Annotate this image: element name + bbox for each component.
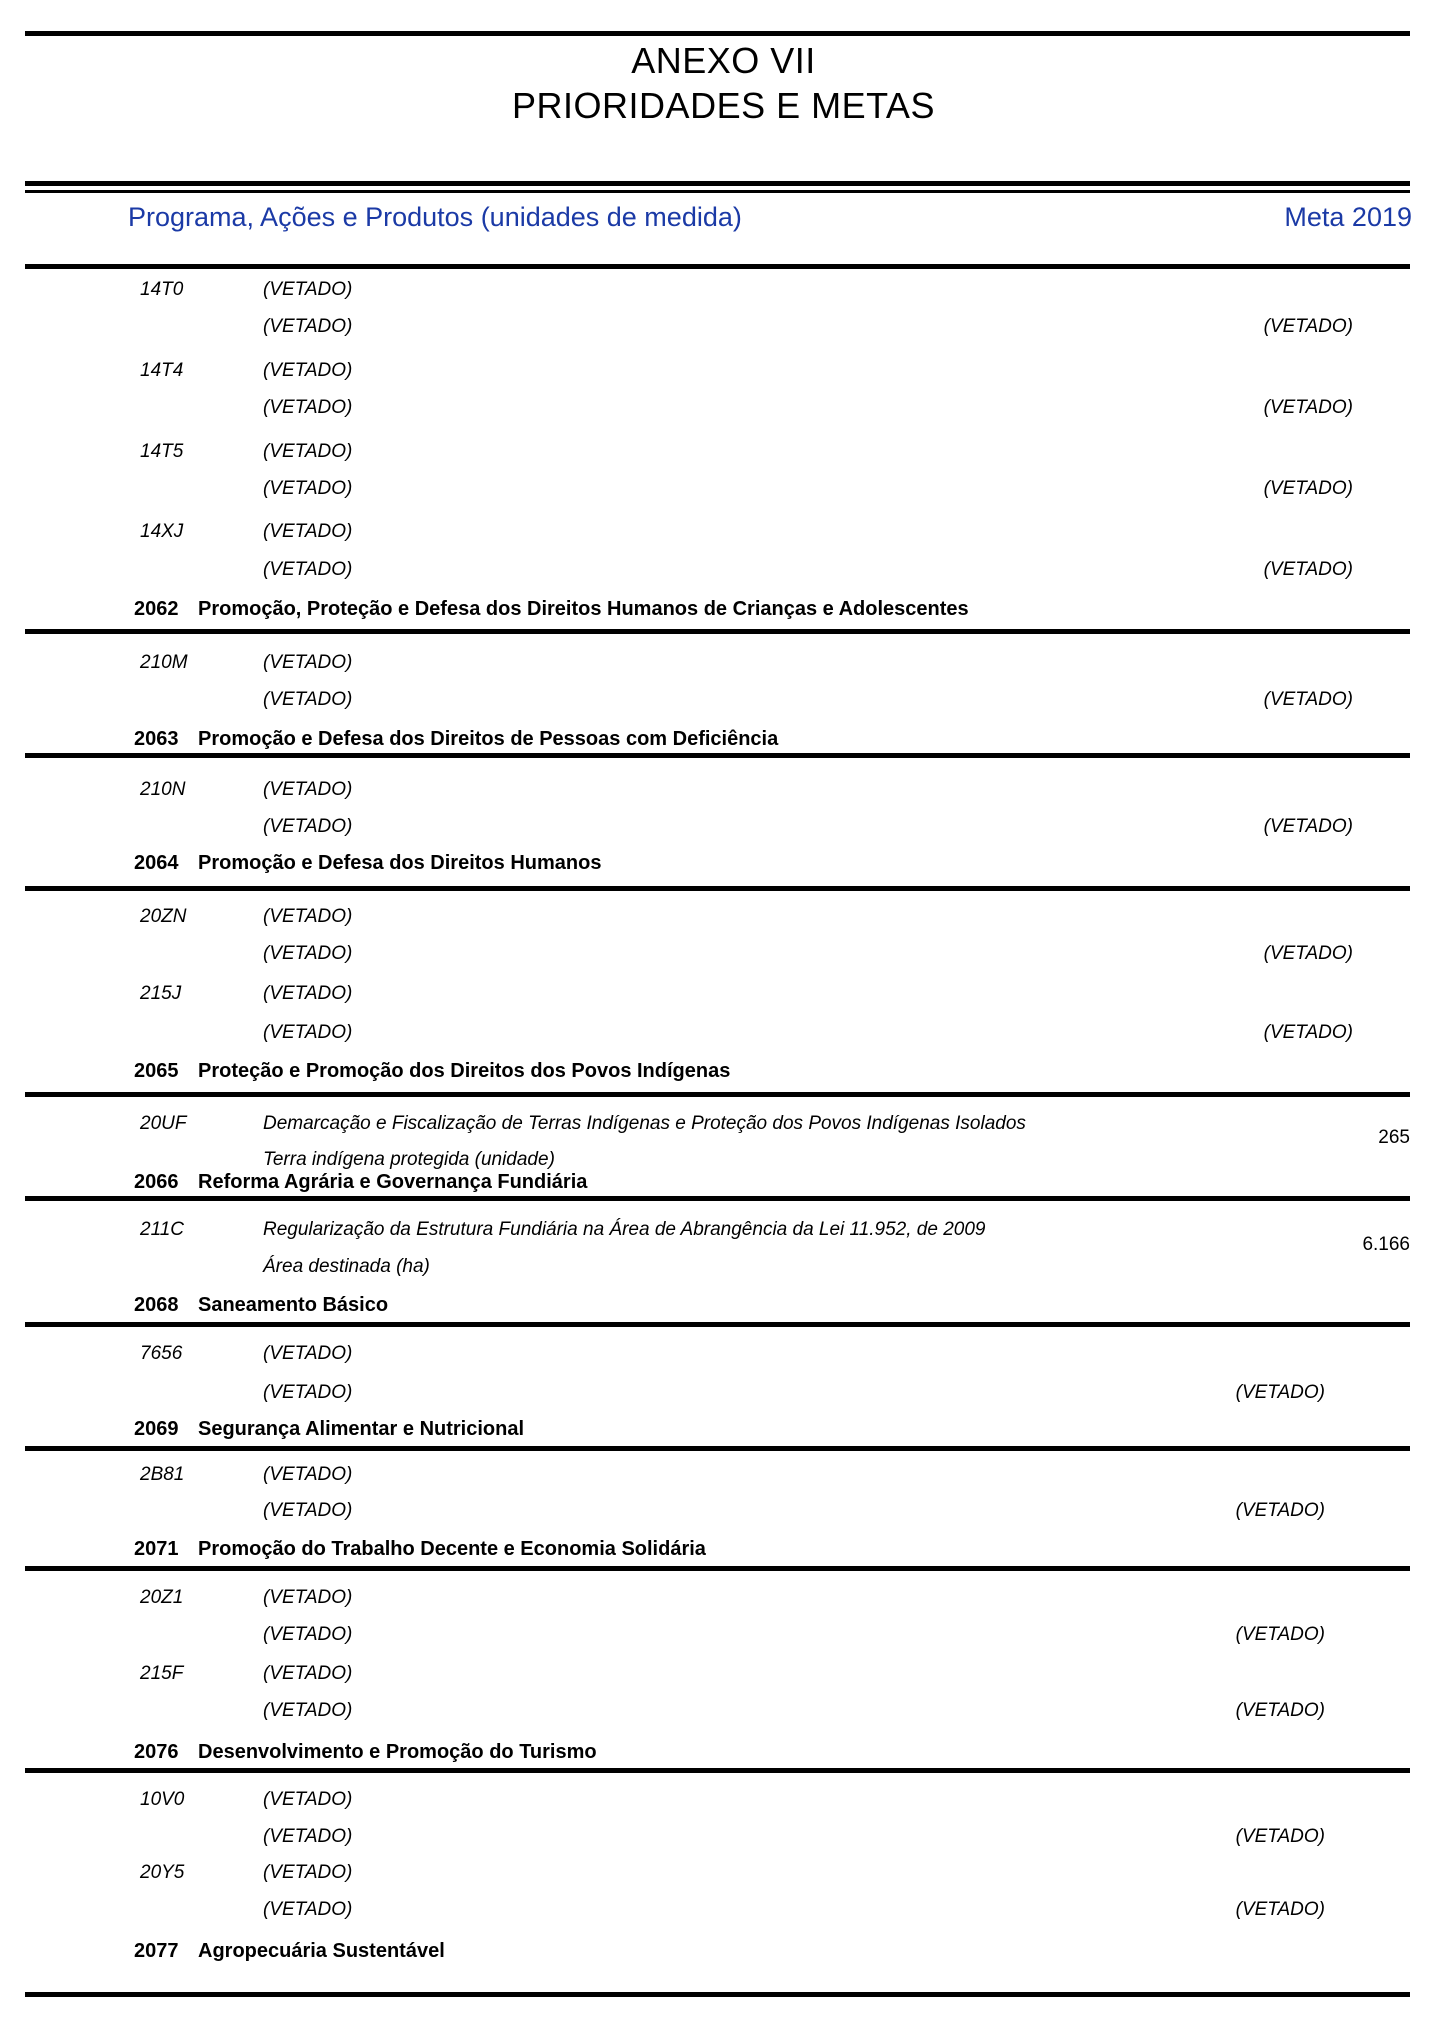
product-row (0, 1381, 1447, 1405)
document-title-line2: PRIORIDADES E METAS (512, 85, 935, 126)
action-text: (VETADO) (263, 1663, 353, 1684)
action-code: 210N (140, 779, 186, 800)
program-title: Promoção e Defesa dos Direitos Humanos (198, 852, 602, 874)
program-title: Proteção e Promoção dos Direitos dos Povos Indígenas (198, 1060, 731, 1082)
program-code: 2063 (134, 728, 179, 750)
header-underline-rule (25, 264, 1410, 269)
action-row (0, 778, 1447, 802)
action-row (0, 278, 1447, 302)
document-title-line1: ANEXO VII (631, 40, 816, 81)
program-row (0, 1418, 1447, 1442)
product-text: (VETADO) (263, 1624, 353, 1645)
product-text: Terra indígena protegida (unidade) (263, 1149, 555, 1170)
meta-value: (VETADO) (1263, 397, 1353, 418)
product-text: (VETADO) (263, 478, 353, 499)
column-header-meta: Meta 2019 (1284, 202, 1412, 232)
action-code: 14T4 (140, 360, 184, 381)
program-title: Promoção do Trabalho Decente e Economia Solidária (198, 1538, 706, 1560)
program-row (0, 1940, 1447, 1964)
action-row (0, 520, 1447, 544)
product-row (0, 942, 1447, 966)
product-text: (VETADO) (263, 816, 353, 837)
action-text: (VETADO) (263, 521, 353, 542)
program-title: Segurança Alimentar e Nutricional (198, 1418, 525, 1440)
program-title: Saneamento Básico (198, 1294, 389, 1316)
product-row (0, 396, 1447, 420)
action-row (0, 1218, 1447, 1242)
action-row (0, 1463, 1447, 1487)
product-text: (VETADO) (263, 316, 353, 337)
product-row (0, 1127, 1447, 1172)
program-code: 2071 (134, 1538, 179, 1560)
program-code: 2064 (134, 852, 179, 874)
meta-value: (VETADO) (1263, 559, 1353, 580)
meta-value: (VETADO) (1235, 1624, 1325, 1645)
product-row (0, 1234, 1447, 1279)
product-text: (VETADO) (263, 689, 353, 710)
meta-value: (VETADO) (1263, 689, 1353, 710)
action-row (0, 1662, 1447, 1686)
program-code: 2069 (134, 1418, 179, 1440)
action-text: (VETADO) (263, 1862, 353, 1883)
meta-value: 6.166 (1362, 1234, 1410, 1255)
program-row (0, 1060, 1447, 1084)
product-row (0, 1699, 1447, 1723)
action-code: 215F (140, 1663, 184, 1684)
action-code: 210M (140, 652, 188, 673)
section-rule (25, 1566, 1410, 1571)
header-double-rule-bottom (25, 190, 1410, 193)
action-row (0, 982, 1447, 1006)
action-code: 20Z1 (140, 1587, 184, 1608)
action-text: (VETADO) (263, 906, 353, 927)
program-title: Promoção e Defesa dos Direitos de Pessoas com Deficiência (198, 728, 779, 750)
action-code: 7656 (140, 1343, 183, 1364)
product-row (0, 477, 1447, 501)
product-text: (VETADO) (263, 1826, 353, 1847)
action-text: (VETADO) (263, 360, 353, 381)
section-rule (25, 1322, 1410, 1327)
product-text: (VETADO) (263, 1700, 353, 1721)
product-row (0, 1825, 1447, 1849)
product-row (0, 315, 1447, 339)
program-row (0, 598, 1447, 622)
product-text: (VETADO) (263, 1382, 353, 1403)
program-title: Reforma Agrária e Governança Fundiária (198, 1171, 588, 1193)
meta-value: (VETADO) (1235, 1500, 1325, 1521)
action-code: 14XJ (140, 521, 184, 542)
action-code: 10V0 (140, 1789, 185, 1810)
product-text: (VETADO) (263, 943, 353, 964)
program-row (0, 728, 1447, 752)
action-row (0, 1342, 1447, 1366)
meta-value: (VETADO) (1263, 478, 1353, 499)
action-text: (VETADO) (263, 1343, 353, 1364)
meta-value: 265 (1378, 1127, 1410, 1148)
program-title: Promoção, Proteção e Defesa dos Direitos Humanos de Crianças e Adolescentes (198, 598, 969, 620)
action-code: 20Y5 (140, 1862, 185, 1883)
program-code: 2062 (134, 598, 179, 620)
action-code: 215J (140, 983, 182, 1004)
program-row (0, 852, 1447, 876)
program-code: 2066 (134, 1171, 179, 1193)
section-rule (25, 1196, 1410, 1201)
program-title: Agropecuária Sustentável (198, 1940, 445, 1962)
product-text: (VETADO) (263, 397, 353, 418)
action-row (0, 1586, 1447, 1610)
section-rule (25, 1092, 1410, 1097)
section-rule (25, 1768, 1410, 1773)
action-row (0, 1861, 1447, 1885)
action-code: 14T5 (140, 441, 184, 462)
action-text: Demarcação e Fiscalização de Terras Indígenas e Proteção dos Povos Indígenas Isolados (263, 1113, 1026, 1134)
program-code: 2076 (134, 1741, 179, 1763)
program-row (0, 1741, 1447, 1765)
action-text: (VETADO) (263, 652, 353, 673)
product-row (0, 1898, 1447, 1922)
meta-value: (VETADO) (1235, 1826, 1325, 1847)
program-code: 2077 (134, 1940, 179, 1962)
action-row (0, 359, 1447, 383)
action-text: Regularização da Estrutura Fundiária na Área de Abrangência da Lei 11.952, de 2009 (263, 1219, 986, 1240)
program-title: Desenvolvimento e Promoção do Turismo (198, 1741, 597, 1763)
header-double-rule-top (25, 181, 1410, 186)
meta-value: (VETADO) (1235, 1700, 1325, 1721)
action-row (0, 1788, 1447, 1812)
meta-value: (VETADO) (1263, 816, 1353, 837)
product-row (0, 558, 1447, 582)
action-row (0, 651, 1447, 675)
meta-value: (VETADO) (1235, 1382, 1325, 1403)
product-row (0, 688, 1447, 712)
section-rule (25, 629, 1410, 634)
action-code: 211C (140, 1219, 185, 1240)
section-rule (25, 1446, 1410, 1451)
product-row (0, 815, 1447, 839)
product-text: (VETADO) (263, 1500, 353, 1521)
bottom-rule (25, 1992, 1410, 1997)
program-code: 2068 (134, 1294, 179, 1316)
product-row (0, 1623, 1447, 1647)
meta-value: (VETADO) (1263, 316, 1353, 337)
product-row (0, 1499, 1447, 1523)
action-code: 20ZN (140, 906, 187, 927)
action-text: (VETADO) (263, 1587, 353, 1608)
section-rule (25, 753, 1410, 758)
action-code: 14T0 (140, 279, 184, 300)
meta-value: (VETADO) (1235, 1899, 1325, 1920)
action-text: (VETADO) (263, 1789, 353, 1810)
product-text: (VETADO) (263, 559, 353, 580)
program-row (0, 1538, 1447, 1562)
meta-value: (VETADO) (1263, 943, 1353, 964)
program-row (0, 1294, 1447, 1318)
product-row (0, 1021, 1447, 1045)
product-text: Área destinada (ha) (263, 1256, 430, 1277)
action-text: (VETADO) (263, 779, 353, 800)
meta-value: (VETADO) (1263, 1022, 1353, 1043)
program-row (0, 1171, 1447, 1195)
action-row (0, 1112, 1447, 1136)
program-code: 2065 (134, 1060, 179, 1082)
document-title (0, 38, 1447, 128)
action-text: (VETADO) (263, 1464, 353, 1485)
action-text: (VETADO) (263, 279, 353, 300)
section-rule (25, 886, 1410, 891)
product-text: (VETADO) (263, 1022, 353, 1043)
action-code: 2B81 (140, 1464, 185, 1485)
action-text: (VETADO) (263, 983, 353, 1004)
top-rule (25, 31, 1410, 36)
action-code: 20UF (140, 1113, 187, 1134)
action-row (0, 440, 1447, 464)
column-header-program: Programa, Ações e Produtos (unidades de medida) (128, 202, 742, 232)
product-text: (VETADO) (263, 1899, 353, 1920)
action-row (0, 905, 1447, 929)
action-text: (VETADO) (263, 441, 353, 462)
